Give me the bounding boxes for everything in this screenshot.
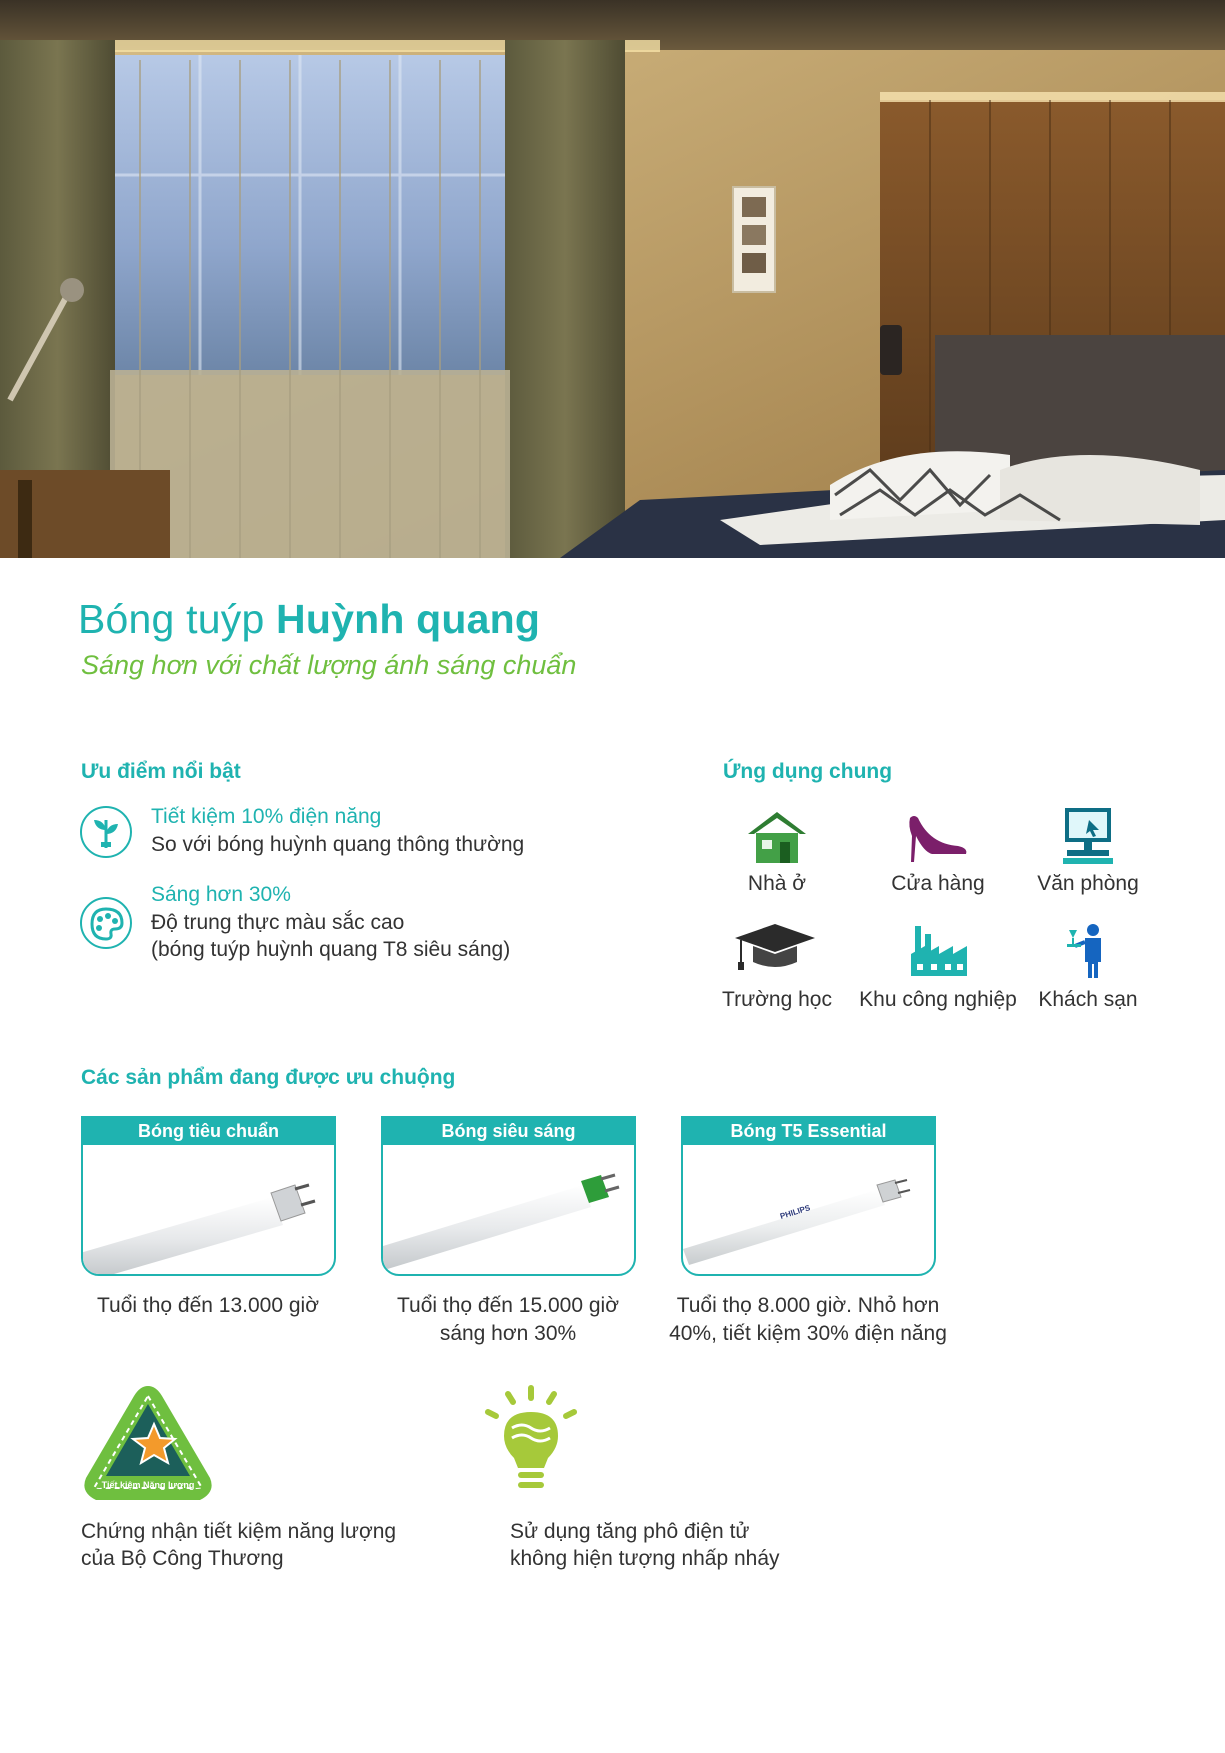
advantage-2-line-2: (bóng tuýp huỳnh quang T8 siêu sáng)	[151, 938, 511, 961]
application-label-hotel: Khách sạn	[1038, 988, 1138, 1011]
flicker-line-2: không hiện tượng nhấp nháy	[510, 1547, 780, 1570]
hero-photo	[0, 0, 1225, 558]
application-label-home: Nhà ở	[747, 872, 807, 895]
page-title	[78, 596, 540, 643]
graduation-cap-icon	[733, 920, 817, 980]
certification-line-1: Chứng nhận tiết kiệm năng lượng	[81, 1520, 397, 1543]
fluorescent-tube-image	[83, 1145, 334, 1274]
computer-icon	[1053, 806, 1123, 866]
product-name: Bóng tiêu chuẩn	[83, 1118, 334, 1145]
application-label-office: Văn phòng	[1037, 872, 1139, 895]
fluorescent-tube-image	[383, 1145, 634, 1274]
advantage-1-text: So với bóng huỳnh quang thông thường	[151, 833, 525, 856]
flicker-line-1: Sử dụng tăng phô điện tử	[510, 1520, 750, 1543]
product-name: Bóng siêu sáng	[383, 1118, 634, 1145]
advantage-2-line-1: Độ trung thực màu sắc cao	[151, 911, 405, 934]
caption-line: Tuổi thọ đến 15.000 giờ	[397, 1294, 619, 1317]
caption-line: 40%, tiết kiệm 30% điện năng	[669, 1322, 947, 1345]
page-subtitle: Sáng hơn với chất lượng ánh sáng chuẩn	[81, 650, 577, 680]
palette-icon	[80, 897, 132, 949]
advantages-heading: Ưu điểm nổi bật	[81, 760, 241, 783]
product-caption-super-bright	[358, 1292, 658, 1348]
high-heel-icon	[902, 806, 972, 866]
plug-leaf-icon	[80, 806, 132, 858]
energy-saving-badge-icon	[80, 1382, 216, 1506]
caption-line: Tuổi thọ đến 13.000 giờ	[97, 1294, 319, 1317]
products-heading: Các sản phẩm đang được ưu chuộng	[81, 1066, 456, 1089]
product-card-t5-essential	[681, 1116, 936, 1276]
application-label-industrial: Khu công nghiệp	[859, 988, 1017, 1011]
page-title-bold: Huỳnh quang	[276, 596, 541, 642]
caption-line: Tuổi thọ 8.000 giờ. Nhỏ hơn	[676, 1294, 940, 1317]
product-caption-standard	[58, 1292, 358, 1320]
advantage-1-title: Tiết kiệm 10% điện năng	[151, 805, 382, 828]
waiter-icon	[1053, 920, 1123, 980]
product-card-super-bright	[381, 1116, 636, 1276]
certification-line-2: của Bộ Công Thương	[81, 1547, 284, 1570]
tube-brand-print: PHILIPS	[778, 1203, 812, 1221]
page-title-light: Bóng tuýp	[78, 596, 265, 642]
factory-icon	[905, 920, 975, 980]
application-label-school: Trường học	[722, 988, 832, 1011]
house-icon	[742, 806, 812, 866]
fluorescent-tube-image	[683, 1145, 934, 1274]
lightbulb-icon	[478, 1384, 584, 1504]
product-card-standard	[81, 1116, 336, 1276]
advantage-2-title: Sáng hơn 30%	[151, 883, 291, 906]
application-label-shop: Cửa hàng	[891, 872, 985, 895]
caption-line: sáng hơn 30%	[439, 1322, 577, 1345]
badge-text: Tiết kiệm Năng lượng	[101, 1480, 195, 1490]
product-name: Bóng T5 Essential	[683, 1118, 934, 1145]
product-caption-t5-essential	[658, 1292, 958, 1348]
applications-heading: Ứng dụng chung	[723, 760, 893, 783]
